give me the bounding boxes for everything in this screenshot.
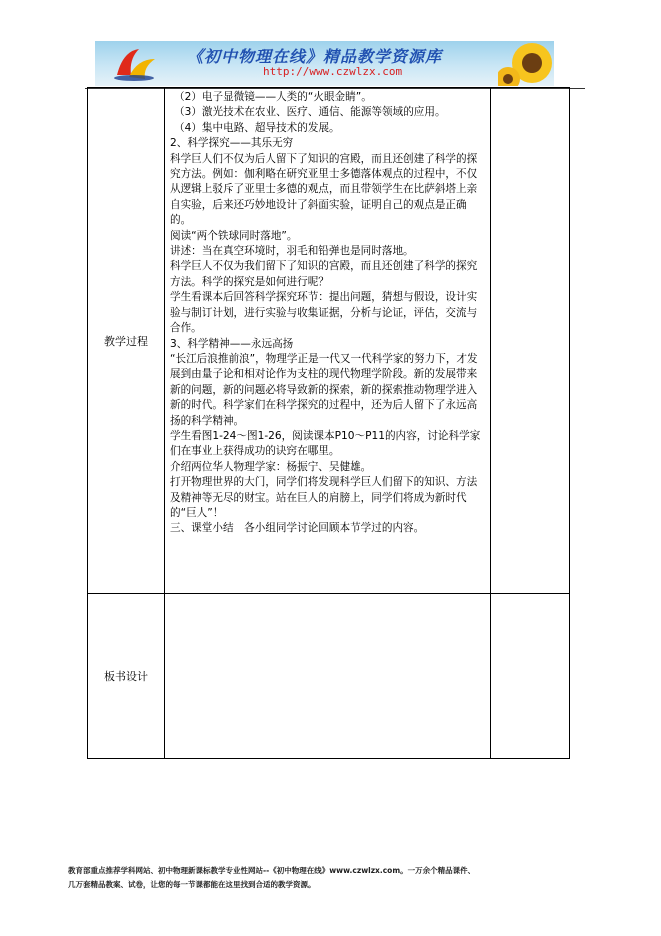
header-banner: [95, 41, 554, 86]
content-paragraph: 科学巨人不仅为我们留下了知识的宫殿，而且还创建了科学的探究方法。科学的探究是如何进行呢？: [170, 260, 478, 288]
footer-line: 几万套精品教案、试卷，让您的每一节课都能在这里找到合适的教学资源。: [68, 880, 316, 889]
banner-url[interactable]: http://www.czwlzx.com: [263, 65, 403, 78]
section-heading: 三、课堂小结 各小组同学讨论回顾本节学过的内容。: [170, 522, 425, 535]
content-line: （3）激光技术在农业、医疗、通信、能源等领域的应用。: [174, 106, 446, 119]
content-paragraph: 学生看课本后回答科学探究环节：提出问题，猜想与假设，设计实验与制订计划，进行实验与收集证据，分析与论证，评估，交流与合作。: [170, 291, 478, 335]
footer-line: 教育部重点推荐学科网站、初中物理新课标教学专业性网站--《初中物理在线》www.czwlzx.com。一万余个精品课件、: [68, 866, 476, 875]
content-line: 讲述：当在真空环境时，羽毛和铅弹也是同时落地。: [170, 245, 414, 258]
row-content: [165, 88, 491, 594]
notes-cell: [491, 88, 570, 594]
board-design-cell: [165, 594, 491, 759]
content-line: （4）集中电路、超导技术的发展。: [174, 121, 340, 134]
content-line: （2）电子显微镜——人类的“火眼金睛”。: [174, 91, 372, 103]
section-heading: 3、科学精神——永远高扬: [170, 337, 294, 350]
content-paragraph: “长江后浪推前浪”，物理学正是一代又一代科学家的努力下，才发展到由量子论和相对论作为支柱的现代物理学阶段。新的发展带来新的问题，新的问题必将导致新的探索，新的探索推动物理学进入新的时代。科学家们在科学探究的过程中，还为后人留下了永远高扬的科学精神。: [170, 352, 478, 427]
content-line: 阅读“两个铁球同时落地”。: [170, 229, 298, 242]
content-line: 介绍两位华人物理学家：杨振宁、吴健雄。: [170, 460, 372, 473]
row-label: 教学过程: [88, 88, 165, 594]
lesson-table: [87, 87, 570, 759]
banner-title: 《初中物理在线》精品教学资源库: [187, 47, 443, 66]
content-paragraph: 打开物理世界的大门，同学们将发现科学巨人们留下的知识、方法及精神等无尽的财宝。站在巨人的肩膀上，同学们将成为新时代的“巨人”！: [170, 476, 478, 519]
page-footer: [68, 864, 598, 892]
notes-cell: [491, 594, 570, 759]
row-label: 板书设计: [88, 594, 165, 759]
table-row: [88, 88, 570, 594]
sunflower-icon: [498, 41, 554, 86]
content-paragraph: 科学巨人们不仅为后人留下了知识的宫殿，而且还创建了科学的探究方法。例如：伽利略在研究亚里士多德落体观点的过程中，不仅从逻辑上驳斥了亚里士多德的观点，而且带领学生在比萨斜塔上亲自实验，后来还巧妙地设计了斜面实验，证明自己的观点是正确的。: [170, 152, 478, 227]
site-logo-icon: [109, 45, 159, 83]
section-heading: 2、科学探究——其乐无穷: [170, 137, 294, 150]
content-paragraph: 学生看图1-24～图1-26，阅读课本P10～P11的内容，讨论科学家们在事业上获得成功的诀窍在哪里。: [170, 429, 481, 458]
table-row: [88, 594, 570, 759]
